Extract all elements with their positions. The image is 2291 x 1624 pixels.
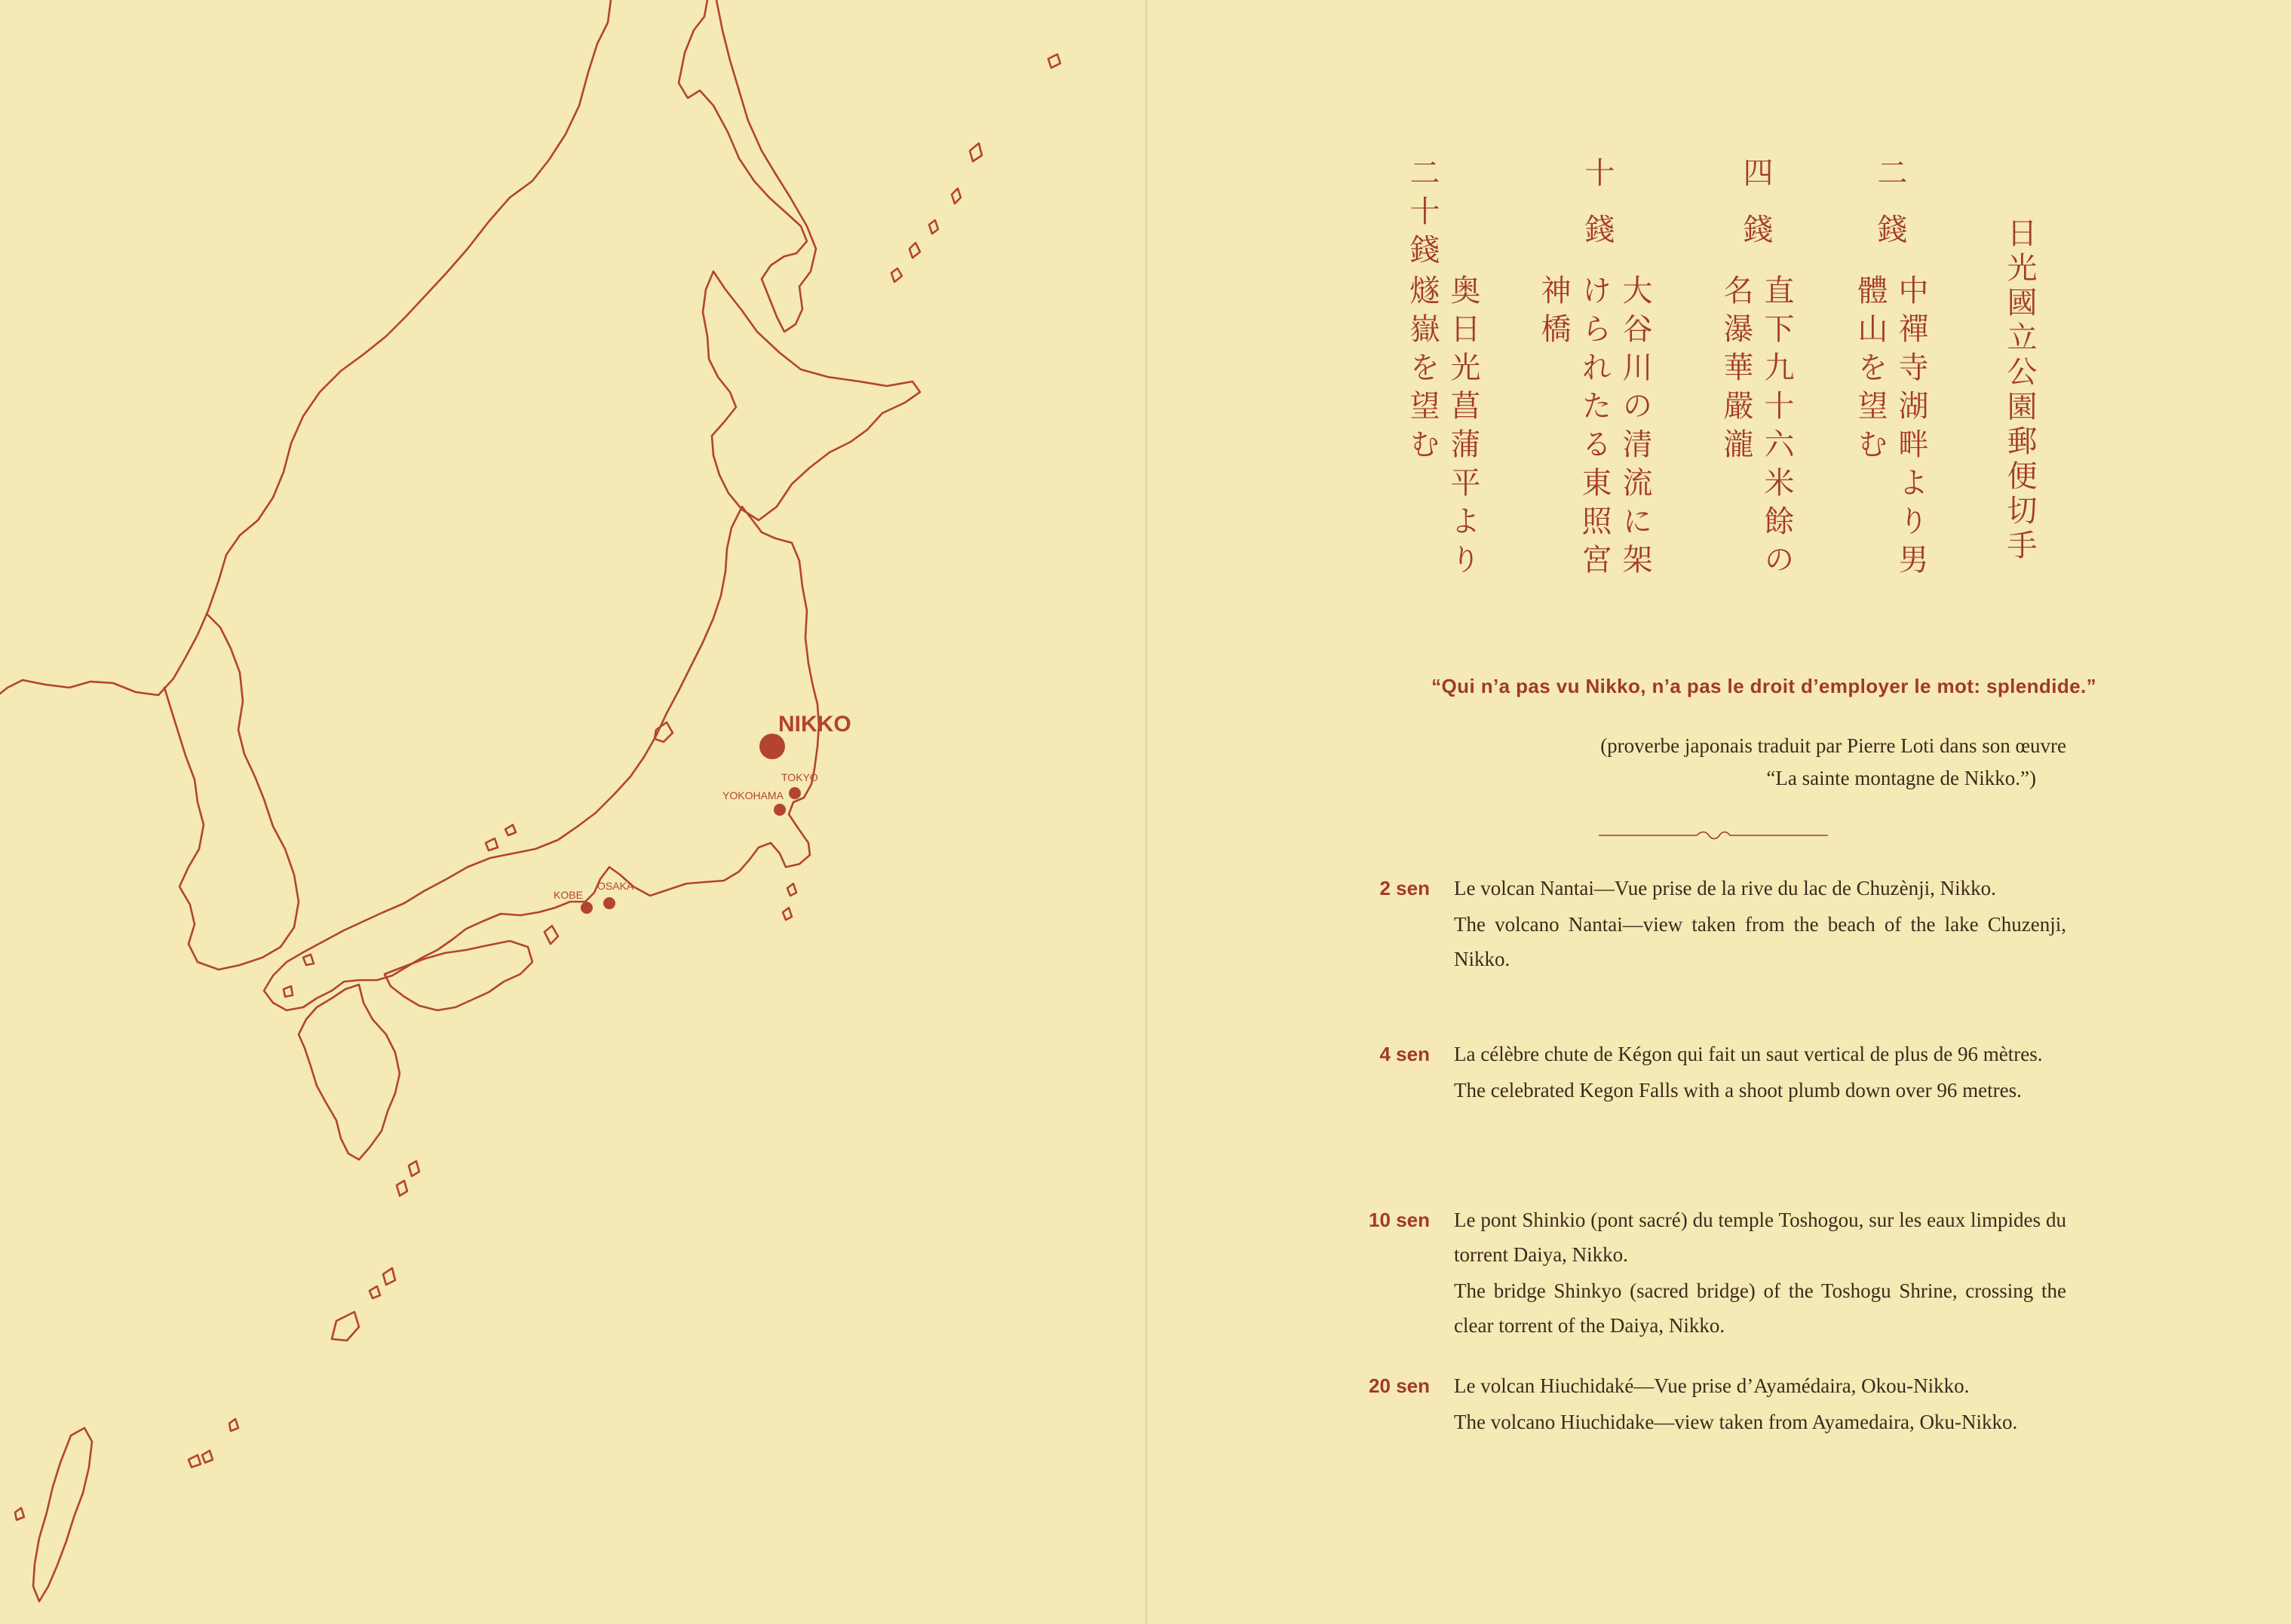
description [1454, 1037, 2066, 1108]
denomination: 4 sen [1379, 1043, 1430, 1065]
description [1454, 1368, 2066, 1439]
ryukyu-island [189, 1455, 201, 1467]
kuril-island [909, 243, 920, 258]
denomination: 10 sen [1369, 1209, 1430, 1231]
shikoku-coast [385, 941, 532, 1010]
description-fr: Le volcan Nantai—Vue prise de la rive du lac de Chuzènji, Nikko. [1454, 877, 1996, 899]
description-fr: Le pont Shinkio (pont sacré) du temple Toshogou, sur les eaux limpides du torrent Daiya, Nikko. [1454, 1209, 2066, 1266]
jp-denom-10: 十 錢 [1580, 157, 1615, 252]
ryukyu-island [370, 1286, 380, 1298]
jp-denom-2: 二 錢 [1872, 157, 1907, 252]
taiwan-islet [15, 1508, 24, 1520]
sakhalin-coast [679, 0, 816, 332]
jp-text-10c: 神橋 [1536, 274, 1571, 351]
ryukyu-island [383, 1268, 395, 1285]
ryukyu-island [229, 1419, 238, 1431]
kuril-island [970, 143, 982, 161]
jp-text-2b: 體山を望む [1853, 274, 1888, 467]
denomination: 20 sen [1369, 1374, 1430, 1397]
yokohama-marker [774, 804, 786, 816]
description-en: The bridge Shinkyo (sacred bridge) of the Toshogu Shrine, crossing the clear torrent of the Daiya, Nikko. [1454, 1279, 2066, 1337]
description-fr: La célèbre chute de Kégon qui fait un saut vertical de plus de 96 mètres. [1454, 1043, 2043, 1065]
quote-attribution [1372, 730, 2066, 795]
honshu-coast [264, 507, 819, 1010]
jp-denom-4: 四 錢 [1738, 157, 1773, 252]
description [1454, 871, 2066, 976]
description [1454, 1203, 2066, 1343]
loti-quote: “Qui n’a pas vu Nikko, n’a pas le droit d’employer le mot: splendide.” [1431, 675, 2096, 697]
jp-text-2a: 中禪寺湖畔より男 [1894, 274, 1928, 582]
izu-island [787, 884, 796, 896]
kuril-island [1048, 54, 1060, 68]
yokohama-label: YOKOHAMA [722, 789, 784, 801]
korea-coast [164, 614, 299, 970]
jp-text-20b: 燧嶽を望む [1405, 274, 1440, 467]
ryukyu-island [202, 1451, 213, 1463]
tokyo-label: TOKYO [781, 771, 818, 783]
attribution-line-2: “La sainte montagne de Nikko.”) [1766, 767, 2036, 789]
tokyo-marker [789, 787, 801, 799]
jp-text-20a: 奥日光菖蒲平より [1446, 274, 1480, 582]
kobe-marker [581, 902, 593, 914]
kyushu-coast [299, 985, 400, 1160]
jp-text-4b: 名瀑華嚴瀧 [1719, 274, 1753, 467]
kuril-island [891, 268, 902, 282]
taiwan-coast [33, 1428, 92, 1601]
description-en: The volcano Nantai—view taken from the beach of the lake Chuzenji, Nikko. [1454, 913, 2066, 970]
nikko-marker [759, 734, 785, 759]
mainland-coast [0, 0, 611, 695]
ryukyu-island [397, 1181, 407, 1196]
nikko-label: NIKKO [778, 712, 851, 737]
jp-text-4a: 直下九十六米餘の [1759, 274, 1794, 582]
attribution-line-1: (proverbe japonais traduit par Pierre Loti dans son œuvre [1600, 734, 2066, 757]
small-island [284, 986, 293, 997]
description-fr: Le volcan Hiuchidaké—Vue prise d’Ayamédaira, Okou-Nikko. [1454, 1374, 1970, 1397]
small-island [303, 954, 314, 965]
hokkaido-coast [703, 271, 920, 520]
small-island [544, 926, 558, 944]
osaka-label: OSAKA [597, 880, 634, 892]
ryukyu-island [409, 1161, 419, 1176]
osaka-marker [603, 897, 615, 909]
jp-text-10a: 大谷川の清流に架 [1618, 274, 1652, 582]
izu-island [783, 908, 792, 920]
kuril-island [929, 220, 938, 234]
ryukyu-island [332, 1312, 359, 1341]
description-en: The volcano Hiuchidake—view taken from Ayamedaira, Oku-Nikko. [1454, 1411, 2018, 1433]
small-island [505, 825, 516, 835]
jp-denom-20: 二十錢 [1405, 157, 1440, 272]
jp-text-10b: けられたる東照宮 [1577, 274, 1612, 582]
kuril-island [952, 188, 961, 204]
jp-title: 日光國立公園郵便切手 [2002, 217, 2037, 564]
ornamental-divider [1599, 828, 1828, 841]
kobe-label: KOBE [554, 889, 583, 901]
description-en: The celebrated Kegon Falls with a shoot plumb down over 96 metres. [1454, 1079, 2022, 1102]
small-island [486, 838, 498, 850]
denomination: 2 sen [1379, 877, 1430, 899]
